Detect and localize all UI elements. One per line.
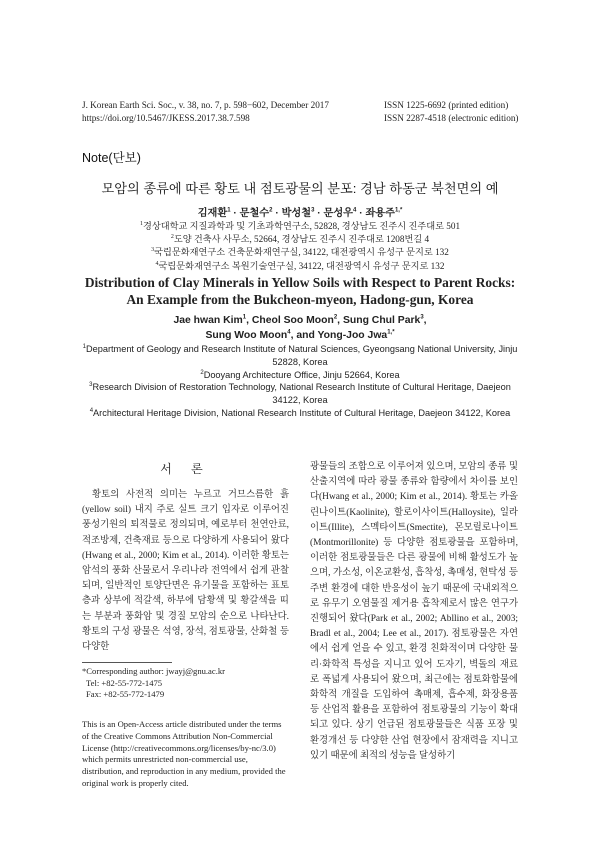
author: 박성철$^3$ (281, 207, 315, 219)
affiliation: $^1$Department of Geology and Research Institute of Natural Sciences, Gyeongsang National University, Jinju 52828, Korea (82, 343, 518, 367)
english-title: Distribution of Clay Minerals in Yellow Soils with Respect to Parent Rocks: An Example from the Bukcheon-myeon, Hadong-gun, Korea (84, 275, 516, 307)
affiliation: $^2$도양 건축사 사무소, 52664, 경상남도 진주시 진주대로 1208번길 4 (170, 234, 430, 245)
author: 김재환$^1$ (197, 207, 231, 219)
corresponding-author: *Corresponding author: jwayj@gnu.ac.kr (82, 666, 225, 676)
english-authors: Jae hwan Kim$^1$, Cheol Soo Moon$^2$, Sung Chul Park$^3$, Sung Woo Moon$^4$, and Yong-Joo Jwa$^{1,*}$ (173, 314, 427, 341)
fax: Fax: +82-55-772-1479 (86, 689, 165, 699)
issn-print: ISSN 1225-6692 (printed edition) (384, 100, 509, 110)
author: 좌용주$^{1,*}$ (365, 207, 403, 219)
author: Jae hwan Kim$^1$ (173, 314, 247, 326)
author: Yong-Joo Jwa$^{1,*}$ (317, 329, 395, 341)
body-column-right (310, 460, 518, 764)
affiliation: $^2$Dooyang Architecture Office, Jinju 52664, Korea (200, 369, 400, 380)
author: 문철수$^2$ (239, 207, 273, 219)
korean-title: 모암의 종류에 따른 황토 내 점토광물의 분포: 경남 하동군 북천면의 예 (101, 181, 499, 196)
issn-electronic: ISSN 2287-4518 (electronic edition) (384, 112, 519, 123)
affiliation: $^4$국립문화재연구소 복원기술연구실, 34122, 대전광역시 유성구 문지로 132 (155, 260, 445, 271)
section-heading: 서 론 (160, 462, 211, 476)
affiliation: $^3$국립문화재연구소 건축문화재연구실, 34122, 대전광역시 유성구 문지로 132 (151, 247, 449, 258)
article-type-label: Note(단보) (82, 151, 141, 165)
author: Sung Woo Moon$^4$ (205, 329, 291, 341)
issn-block (384, 99, 518, 124)
body-paragraph: 광물들의 조합으로 이루어져 있으며, 모암의 종류 및 산출지역에 따라 광물 종류와 함량에서 차이를 보인다(Hwang et al., 2000; Kim et al., 2014). 황토는 카올린나이트(Kaolinite), 할로이사이트(Halloysite), 일라이트(Illite), 스멕타이트(Smectite), 몬모릴로나이트(Montmorillonite) 등 다양한 점토광물을 포함하며, 이러한 점토광물들은 다른 광물에 비해 활성도가 높으며, 가소성, 이온교환성, 흡착성, 촉매성, 현탁성 등 주변 환경에 대한 반응성이 높기 때문에 국내외적으로 유무기 오염물질 제거용 흡착제로서 많은 연구가 진행되어 왔다(Park et al., 2002; Abllino et al., 2003; Bradl et al., 2004; Lee et al., 2017). 점토광물은 자연에서 쉽게 얻을 수 있고, 환경 친화적이며 다양한 물리·화학적 특성을 지니고 있어 도자기, 벽돌의 재료로 폭넓게 사용되어 왔으며, 최근에는 점토화합물에 화학적 개질을 도입하여 촉매제, 흡수제, 화장용품 등 산업적 활용을 포함하여 점토광물의 기능이 확대 되고 있다. 상기 언급된 점토광물들은 식품 포장 및 환경개선 등 다양한 산업 현장에서 잠재력을 지니고 있기 때문에 최적의 성능을 달성하기 (310, 462, 518, 761)
journal-header (82, 99, 329, 124)
author: Cheol Soo Moon$^2$ (251, 314, 338, 326)
korean-affiliations (0, 220, 600, 273)
author: Sung Chul Park$^3$ (342, 314, 424, 326)
phone: Tel: +82-55-772-1475 (86, 677, 163, 688)
english-affiliations (82, 343, 518, 420)
license-notice: This is an Open-Access article distributed under the terms of the Creative Commons Attribution Non-Commercial License (http://creativecommons.org/licenses/by-nc/3.0) which permits unrestricted non-commercial use, distribution, and reproduction in any medium, provided the original work is properly cited. (82, 719, 286, 788)
footnote-divider (82, 662, 172, 663)
korean-authors: 김재환$^1$ · 문철수$^2$ · 박성철$^3$ · 문성우$^4$ · 좌용주$^{1,*}$ (197, 207, 403, 219)
body-paragraph: 황토의 사전적 의미는 누르고 거므스름한 흙(yellow soil) 내지 주로 실트 크기 입자로 이루어진 풍성기원의 퇴적물로 정의되며, 예로부터 천연안료, 적조방제, 건축재료 등으로 다양하게 사용되어 왔다(Hwang et al., 2000; Kim et al., 2014). 이러한 황토는 암석의 풍화 산물로서 우리나라 전역에서 쉽게 관찰되며, 일반적인 토양단면은 유기물을 포함하는 표토층과 상부에 적갈색, 하부에 담황색 및 황갈색을 띠는 부분과 풍화암 및 경질 모암의 순으로 나타난다. 황토의 구성 광물은 석영, 장석, 점토광물, 산화철 등 다양한 (82, 490, 289, 653)
journal-citation: J. Korean Earth Sci. Soc., v. 38, no. 7, p. 598−602, December 2017 (82, 100, 329, 110)
author: 문성우$^4$ (323, 207, 357, 219)
correspondence-footnote (82, 666, 225, 701)
affiliation: $^3$Research Division of Restoration Technology, National Research Institute of Cultural Heritage, Daejeon 34122, Korea (89, 382, 511, 406)
affiliation: $^1$경상대학교 지질과학과 및 기초과학연구소, 52828, 경상남도 진주시 진주대로 501 (139, 220, 461, 231)
body-column-left (82, 488, 289, 655)
doi-link[interactable]: https://doi.org/10.5467/JKESS.2017.38.7.598 (82, 112, 250, 123)
affiliation: $^4$Architectural Heritage Division, National Research Institute of Cultural Heritage, Daejeon 34122, Korea (89, 407, 511, 418)
